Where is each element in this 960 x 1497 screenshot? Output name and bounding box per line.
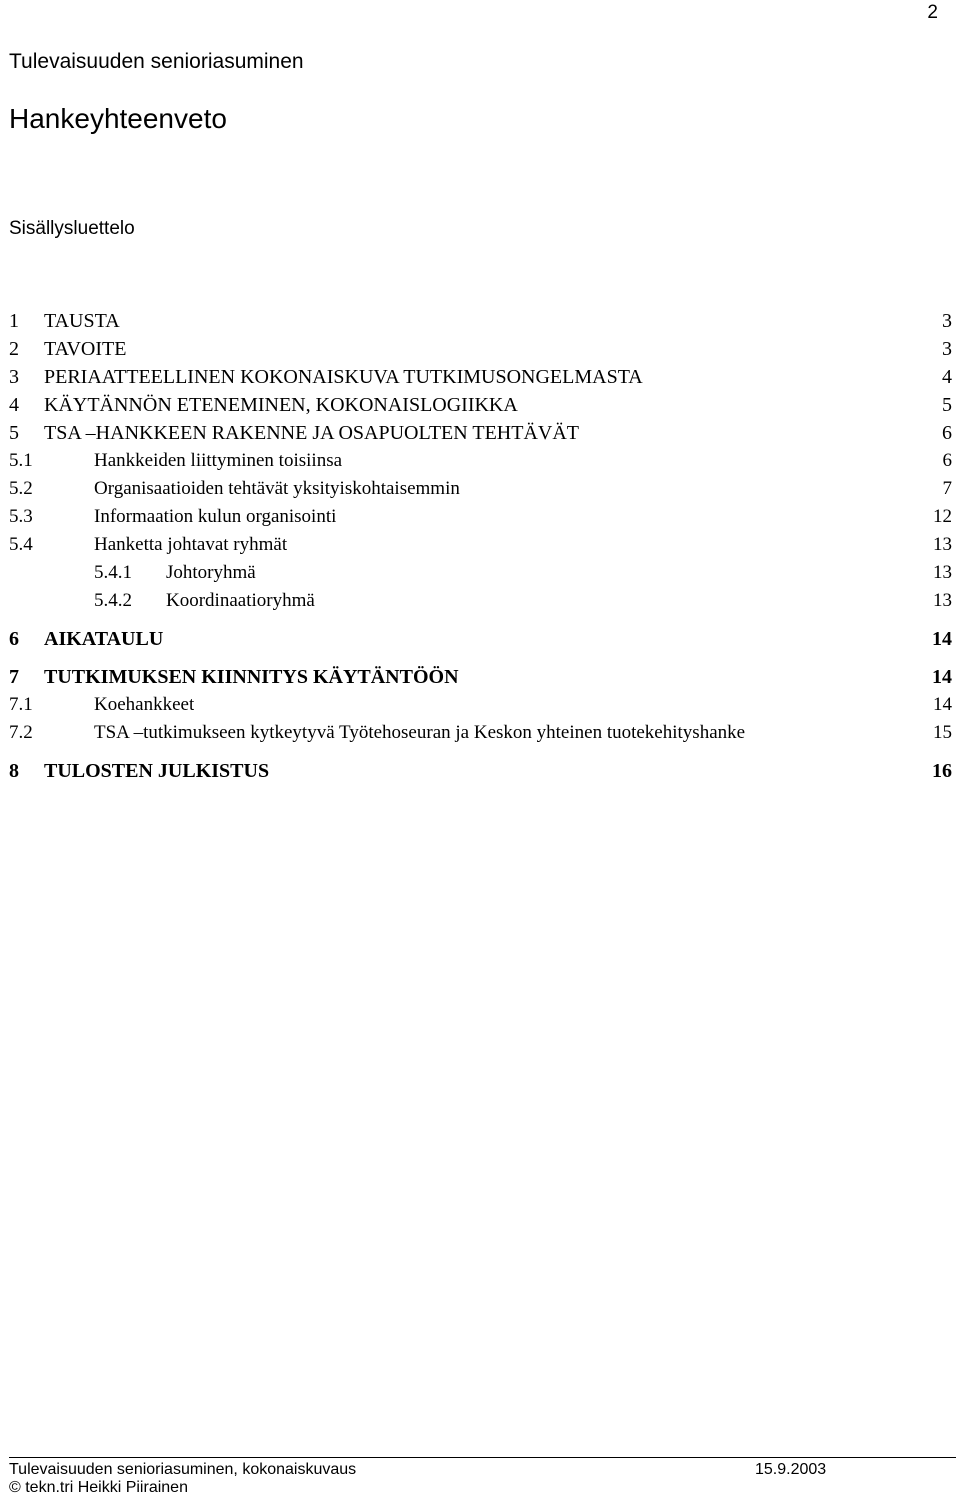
toc-entry-link[interactable] — [9, 363, 960, 391]
toc-entry-number: 6 — [9, 628, 19, 650]
toc-entry[interactable] — [9, 475, 960, 503]
toc-entry-page: 12 — [933, 506, 952, 527]
footer-divider — [9, 1457, 956, 1458]
toc-entry-title: Informaation kulun organisointi — [94, 506, 337, 527]
toc-entry-number: 7.1 — [9, 694, 33, 715]
toc-entry-page: 16 — [932, 760, 952, 782]
toc-entry-title: TAUSTA — [44, 310, 120, 332]
toc-entry[interactable] — [9, 503, 960, 531]
toc-entry[interactable] — [9, 559, 960, 587]
toc-entry-page: 13 — [933, 562, 952, 583]
toc-entry-link[interactable] — [9, 691, 960, 719]
footer-date: 15.9.2003 — [755, 1461, 827, 1478]
toc-entry[interactable] — [9, 757, 960, 785]
toc-entry-number: 5.4 — [9, 534, 33, 555]
toc-entry-link[interactable] — [9, 503, 960, 531]
toc-entry[interactable] — [9, 531, 960, 559]
toc-entry[interactable] — [9, 419, 960, 447]
toc-entry-title: Organisaatioiden tehtävät yksityiskohtaisemmin — [94, 478, 460, 499]
toc-entry-link[interactable] — [9, 307, 960, 335]
toc-heading: Sisällysluettelo — [9, 218, 135, 239]
toc-entry[interactable] — [9, 719, 960, 747]
toc-entry-title: Johtoryhmä — [166, 562, 256, 583]
footer-copyright: © tekn.tri Heikki Piirainen — [9, 1479, 188, 1496]
toc-entry-number: 7 — [9, 666, 19, 688]
toc-entry-title: KÄYTÄNNÖN ETENEMINEN, KOKONAISLOGIIKKA — [44, 394, 518, 416]
toc-entry-number: 4 — [9, 394, 19, 416]
toc-entry-page: 14 — [932, 666, 952, 688]
toc-entry[interactable] — [9, 307, 960, 335]
toc-entry-number: 7.2 — [9, 722, 33, 743]
toc-entry-link[interactable] — [9, 757, 960, 785]
toc-entry-number: 5.1 — [9, 450, 33, 471]
toc-entry-title: TAVOITE — [44, 338, 127, 360]
toc-entry-page: 13 — [933, 590, 952, 611]
toc-entry-link[interactable] — [9, 447, 960, 475]
toc-entry-link[interactable] — [9, 587, 960, 615]
toc-entry-title: Koehankkeet — [94, 694, 195, 715]
toc-entry[interactable] — [9, 625, 960, 653]
toc-entry-number: 1 — [9, 310, 19, 332]
toc-entry-link[interactable] — [9, 531, 960, 559]
toc-entry-page: 7 — [942, 478, 952, 499]
toc-entry[interactable] — [9, 335, 960, 363]
toc-entry-title: TSA –tutkimukseen kytkeytyvä Työtehoseuran ja Keskon yhteinen tuotekehityshanke — [94, 722, 746, 743]
toc-entry-number: 3 — [9, 366, 19, 388]
toc-entry-number: 5.4.1 — [94, 562, 132, 583]
toc-entry[interactable] — [9, 691, 960, 719]
page-number: 2 — [927, 2, 938, 23]
toc-entry-title: Koordinaatioryhmä — [166, 590, 315, 611]
toc-entry-title: TUTKIMUKSEN KIINNITYS KÄYTÄNTÖÖN — [44, 666, 459, 688]
toc-entry-page: 13 — [933, 534, 952, 555]
footer-document-title: Tulevaisuuden senioriasuminen, kokonaiskuvaus — [9, 1461, 357, 1478]
toc-entry-title: Hankkeiden liittyminen toisiinsa — [94, 450, 343, 471]
toc-entry-link[interactable] — [9, 335, 960, 363]
toc-entry[interactable] — [9, 663, 960, 691]
document-title: Tulevaisuuden senioriasuminen — [9, 50, 304, 73]
toc-entry-page: 15 — [933, 722, 952, 743]
toc-entry-page: 3 — [942, 338, 952, 360]
toc-entry-page: 4 — [942, 366, 952, 388]
toc-entry-number: 5.2 — [9, 478, 33, 499]
toc-entry-number: 5.3 — [9, 506, 33, 527]
toc-entry-link[interactable] — [9, 419, 960, 447]
toc-entry-number: 2 — [9, 338, 19, 360]
toc-entry-number: 5.4.2 — [94, 590, 132, 611]
toc-entry-link[interactable] — [9, 391, 960, 419]
toc-entry-title: PERIAATTEELLINEN KOKONAISKUVA TUTKIMUSONGELMASTA — [44, 366, 643, 388]
toc-entry-page: 6 — [942, 422, 952, 444]
toc-entry-link[interactable] — [9, 475, 960, 503]
toc-entry-page: 6 — [942, 450, 952, 471]
toc-entry-title: TSA –HANKKEEN RAKENNE JA OSAPUOLTEN TEHTÄVÄT — [44, 422, 579, 444]
toc-entry-page: 5 — [942, 394, 952, 416]
toc-entry[interactable] — [9, 391, 960, 419]
toc-entry[interactable] — [9, 587, 960, 615]
toc-entry-title: Hanketta johtavat ryhmät — [94, 534, 288, 555]
toc-entry-page: 14 — [932, 628, 952, 650]
toc-entry-title: AIKATAULU — [44, 628, 164, 650]
page-heading: Hankeyhteenveto — [9, 103, 227, 134]
toc-entry[interactable] — [9, 363, 960, 391]
toc-entry[interactable] — [9, 447, 960, 475]
toc-entry-link[interactable] — [9, 663, 960, 691]
table-of-contents — [9, 307, 960, 785]
toc-entry-number: 8 — [9, 760, 19, 782]
toc-entry-link[interactable] — [9, 719, 960, 747]
toc-entry-page: 14 — [933, 694, 952, 715]
toc-entry-title: TULOSTEN JULKISTUS — [44, 760, 270, 782]
toc-entry-number: 5 — [9, 422, 19, 444]
toc-entry-link[interactable] — [9, 625, 960, 653]
toc-entry-page: 3 — [942, 310, 952, 332]
toc-entry-link[interactable] — [9, 559, 960, 587]
